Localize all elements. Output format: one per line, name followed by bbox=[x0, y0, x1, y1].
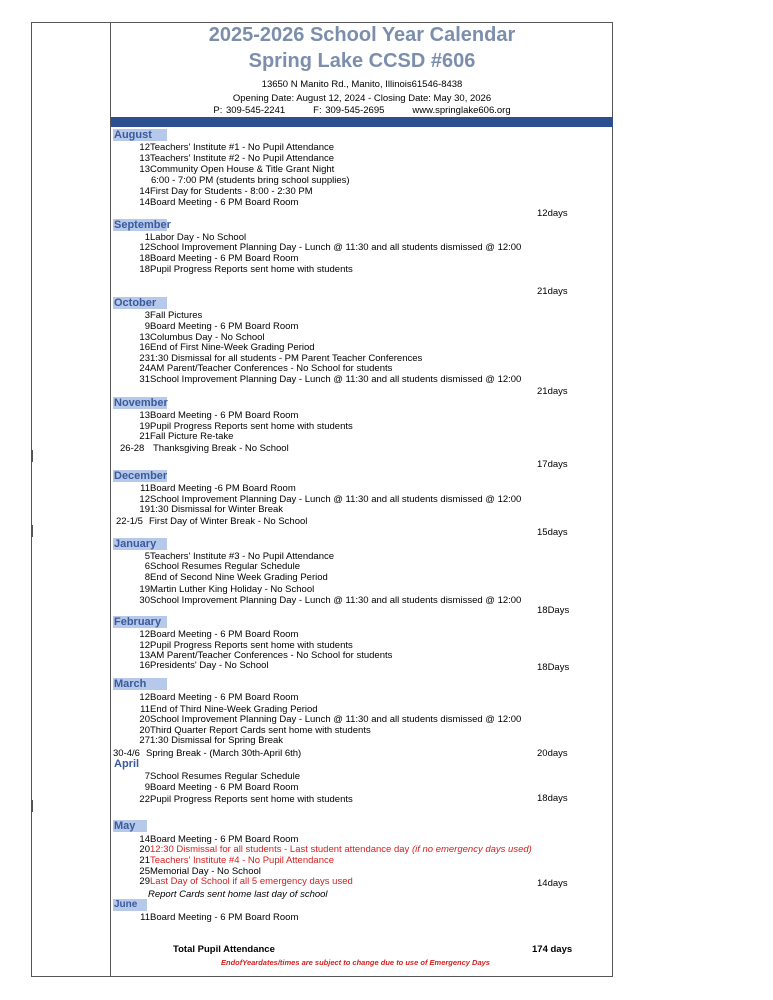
event-subnote: Report Cards sent home last day of school bbox=[148, 889, 328, 900]
month-days-count: 17days bbox=[537, 459, 568, 470]
event-row: 25Memorial Day - No School bbox=[139, 866, 261, 877]
footer-note: EndofYeardates/times are subject to change due to use of Emergency Days bbox=[221, 958, 490, 967]
event-row: 7School Resumes Regular Schedule bbox=[144, 771, 300, 782]
month-days-count: 20days bbox=[537, 748, 568, 759]
event-row: 18Board Meeting - 6 PM Board Room bbox=[139, 253, 299, 264]
event-row: 13Board Meeting - 6 PM Board Room bbox=[139, 410, 299, 421]
month-december: December bbox=[114, 470, 168, 482]
month-august: August bbox=[113, 129, 167, 141]
month-days-count: 21days bbox=[537, 386, 568, 397]
event-row: 8End of Second Nine Week Grading Period bbox=[144, 572, 328, 583]
month-days-count: 21days bbox=[537, 286, 568, 297]
event-row: 1Labor Day - No School bbox=[144, 232, 247, 243]
website-link[interactable]: www.springlake606.org bbox=[412, 105, 511, 116]
page-title: 2025-2026 School Year Calendar bbox=[208, 24, 516, 46]
header-divider-bar bbox=[111, 117, 613, 127]
total-attendance-value: 174 days bbox=[532, 944, 573, 955]
frame-tick bbox=[31, 450, 33, 462]
event-row: 13Columbus Day - No School bbox=[139, 332, 265, 343]
event-row: 21Fall Picture Re-take bbox=[139, 431, 234, 442]
event-row: 231:30 Dismissal for all students - PM Parent Teacher Conferences bbox=[139, 353, 423, 364]
month-days-count: 12days bbox=[537, 208, 568, 219]
event-row: 29Last Day of School if all 5 emergency days used bbox=[139, 876, 353, 887]
event-row: 19Martin Luther King Holiday - No School bbox=[139, 584, 315, 595]
frame-tick bbox=[31, 800, 33, 812]
opening-closing-dates: Opening Date: August 12, 2024 - Closing Date: May 30, 2026 bbox=[232, 93, 492, 104]
phone-number: P: 309-545-2241 bbox=[213, 105, 286, 116]
event-row: 20Third Quarter Report Cards sent home with students bbox=[139, 725, 371, 736]
event-row: 11Board Meeting -6 PM Board Room bbox=[140, 483, 296, 494]
event-row: 11Board Meeting - 6 PM Board Room bbox=[140, 912, 299, 923]
event-row: 13Community Open House & Title Grant Night bbox=[139, 164, 335, 175]
event-row: 12School Improvement Planning Day - Lunch @ 11:30 and all students dismissed @ 12:00 bbox=[139, 242, 522, 253]
month-days-count: 18days bbox=[537, 793, 568, 804]
month-january: January bbox=[113, 538, 167, 550]
month-days-count: 14days bbox=[537, 878, 568, 889]
fax-number: F: 309-545-2695 bbox=[313, 105, 385, 116]
event-row: 21Teachers' Institute #4 - No Pupil Attendance bbox=[139, 855, 335, 866]
district-address: 13650 N Manito Rd., Manito, Illinois61546-8438 bbox=[261, 79, 463, 90]
event-row: 22-1/5 First Day of Winter Break - No School bbox=[116, 516, 308, 527]
event-row: 12Board Meeting - 6 PM Board Room bbox=[139, 629, 299, 640]
event-row: 20School Improvement Planning Day - Lunch @ 11:30 and all students dismissed @ 12:00 bbox=[139, 714, 522, 725]
event-row: 13Teachers' Institute #2 - No Pupil Attendance bbox=[139, 153, 335, 164]
event-row: 12Board Meeting - 6 PM Board Room bbox=[139, 692, 299, 703]
month-may: May bbox=[113, 820, 147, 832]
event-row: 12Pupil Progress Reports sent home with students bbox=[139, 640, 353, 651]
month-november: November bbox=[114, 397, 168, 409]
contact-line bbox=[111, 105, 613, 116]
event-row: 12Teachers' Institute #1 - No Pupil Attendance bbox=[139, 142, 335, 153]
month-april: April bbox=[114, 758, 140, 770]
event-row: 14Board Meeting - 6 PM Board Room bbox=[139, 834, 299, 845]
event-row: 30School Improvement Planning Day - Lunch @ 11:30 and all students dismissed @ 12:00 bbox=[139, 595, 522, 606]
event-row: 16End of First Nine-Week Grading Period bbox=[139, 342, 315, 353]
month-days-count: 15days bbox=[537, 527, 568, 538]
month-october: October bbox=[113, 297, 167, 309]
event-row: 12School Improvement Planning Day - Lunch @ 11:30 and all students dismissed @ 12:00 bbox=[139, 494, 522, 505]
event-row: 30-4/6 Spring Break - (March 30th-April 6th) bbox=[113, 748, 302, 759]
event-row: 16Presidents' Day - No School bbox=[139, 660, 269, 671]
event-row: 6School Resumes Regular Schedule bbox=[144, 561, 300, 572]
event-row: 31School Improvement Planning Day - Lunch @ 11:30 and all students dismissed @ 12:00 bbox=[139, 374, 522, 385]
frame-tick bbox=[31, 525, 33, 537]
event-row: 26-28 Thanksgiving Break - No School bbox=[120, 443, 289, 454]
event-row: 191:30 Dismissal for Winter Break bbox=[139, 504, 284, 515]
event-row: 271:30 Dismissal for Spring Break bbox=[139, 735, 284, 746]
event-row: 11End of Third Nine-Week Grading Period bbox=[140, 704, 318, 715]
event-row: 5Teachers' Institute #3 - No Pupil Attendance bbox=[144, 551, 335, 562]
left-column-divider bbox=[110, 22, 111, 977]
month-march: March bbox=[113, 678, 167, 690]
event-row: 9Board Meeting - 6 PM Board Room bbox=[144, 321, 299, 332]
event-row: 3Fall Pictures bbox=[144, 310, 203, 321]
month-days-count: 18Days bbox=[537, 605, 570, 616]
month-days-count: 18Days bbox=[537, 662, 570, 673]
event-row: 14Board Meeting - 6 PM Board Room bbox=[139, 197, 299, 208]
event-row: 14First Day for Students - 8:00 - 2:30 PM bbox=[139, 186, 313, 197]
event-subnote: 6:00 - 7:00 PM (students bring school supplies) bbox=[151, 175, 350, 186]
event-row: 22Pupil Progress Reports sent home with students bbox=[139, 794, 353, 805]
month-september: September bbox=[114, 219, 171, 231]
event-row: 24AM Parent/Teacher Conferences - No School for students bbox=[139, 363, 393, 374]
event-row: 19Pupil Progress Reports sent home with students bbox=[139, 421, 353, 432]
month-june: June bbox=[113, 899, 147, 911]
event-row: 18Pupil Progress Reports sent home with students bbox=[139, 264, 353, 275]
event-row: 9Board Meeting - 6 PM Board Room bbox=[144, 782, 299, 793]
district-name: Spring Lake CCSD #606 bbox=[248, 50, 476, 72]
month-february: February bbox=[113, 616, 167, 628]
event-row: 2012:30 Dismissal for all students - Last student attendance day (if no emergency days used) bbox=[139, 844, 532, 855]
total-attendance-label: Total Pupil Attendance bbox=[173, 944, 275, 955]
event-row: 13AM Parent/Teacher Conferences - No School for students bbox=[139, 650, 393, 661]
